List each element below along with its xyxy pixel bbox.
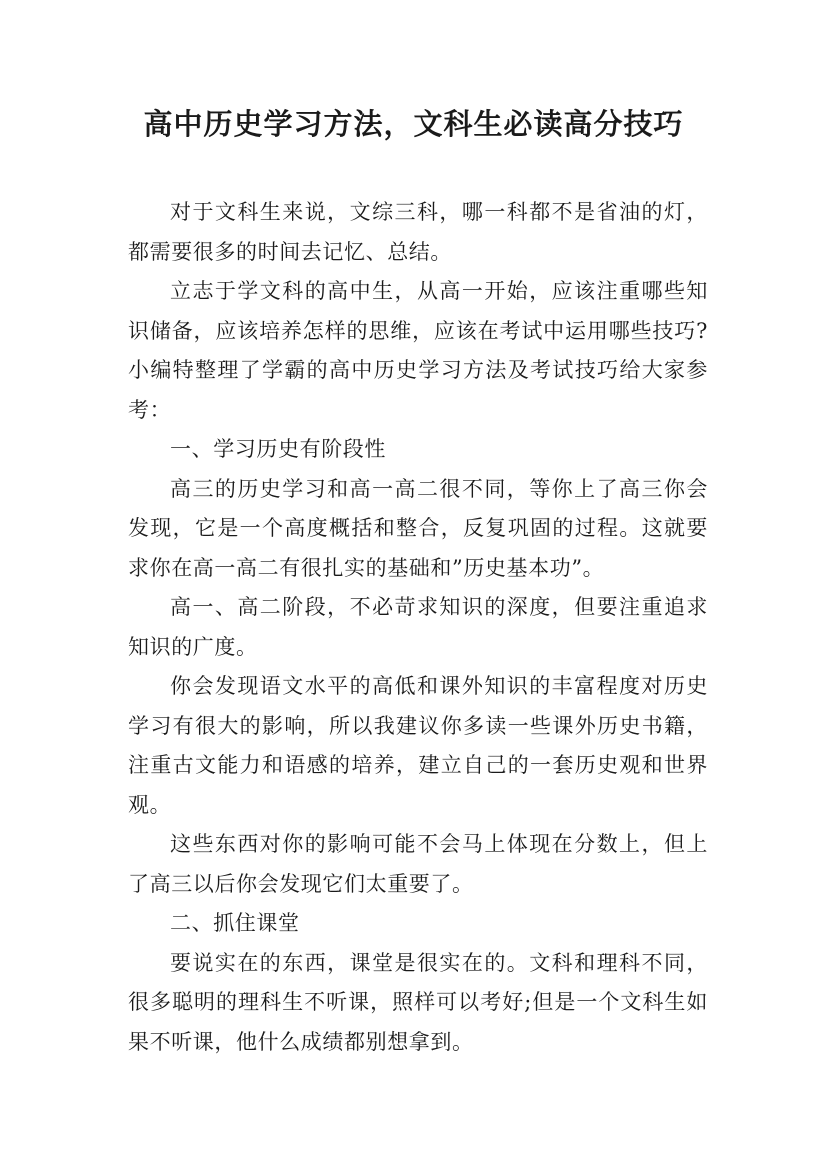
paragraph-intro: 对于文科生来说，文综三科，哪一科都不是省油的灯，都需要很多的时间去记忆、总结。 <box>128 200 708 264</box>
document-title: 高中历史学习方法，文科生必读高分技巧 <box>143 107 684 141</box>
section-heading-1: 一、学习历史有阶段性 <box>170 437 386 461</box>
paragraph-question: 立志于学文科的高中生，从高一开始，应该注重哪些知识储备，应该培养怎样的思维，应该在考试中运用哪些技巧?小编特整理了学霸的高中历史学习方法及考试技巧给大家参考： <box>128 279 708 422</box>
paragraph-reading: 你会发现语文水平的高低和课外知识的丰富程度对历史学习有很大的影响，所以我建议你多读一些课外历史书籍，注重古文能力和语感的培养，建立自己的一套历史观和世界观。 <box>128 674 708 817</box>
paragraph-classroom: 要说实在的东西，课堂是很实在的。文科和理科不同，很多聪明的理科生不听课，照样可以考好;但是一个文科生如果不听课，他什么成绩都别想拿到。 <box>128 950 708 1054</box>
document-body <box>128 193 708 1062</box>
section-heading-2: 二、抓住课堂 <box>170 911 300 935</box>
paragraph-senior-year: 高三的历史学习和高一高二很不同，等你上了高三你会发现，它是一个高度概括和整合，反复巩固的过程。这就要求你在高一高二有很扎实的基础和”历史基本功”。 <box>128 476 708 580</box>
paragraph-breadth: 高一、高二阶段，不必苛求知识的深度，但要注重追求知识的广度。 <box>128 595 708 659</box>
paragraph-importance: 这些东西对你的影响可能不会马上体现在分数上，但上了高三以后你会发现它们太重要了。 <box>128 832 708 896</box>
